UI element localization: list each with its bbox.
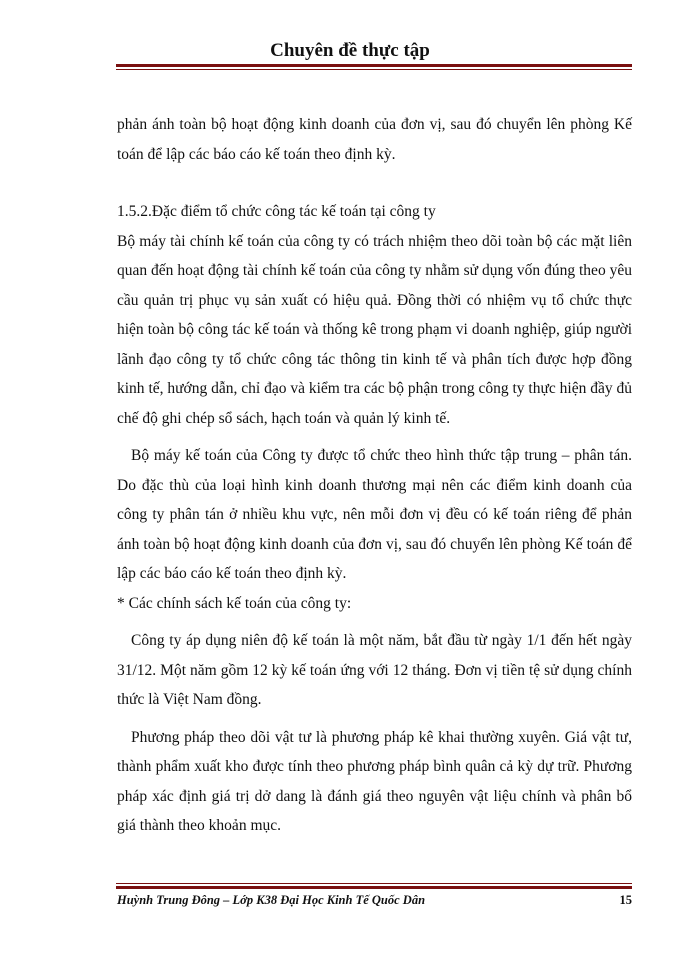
paragraph-fiscal-year: Công ty áp dụng niên độ kế toán là một năm, bắt đầu từ ngày 1/1 đến hết ngày 31/12. Một năm gồm 12 kỳ kế toán ứng với 12 tháng. Đơn vị tiền tệ sử dụng chính thức là Việt Nam đồng. bbox=[117, 632, 632, 708]
section-heading: 1.5.2.Đặc điểm tổ chức công tác kế toán tại công ty bbox=[117, 203, 436, 220]
page-body bbox=[117, 110, 632, 841]
paragraph-organization: Bộ máy tài chính kế toán của công ty có trách nhiệm theo dõi toàn bộ các mặt liên quan đến hoạt động tài chính kế toán của công ty nhằm sử dụng vốn đúng theo yêu cầu quản trị phục vụ sản xuất có hiệu quả. Đồng thời có nhiệm vụ tổ chức thực hiện toàn bộ công tác kế toán và thống kê trong phạm vi doanh nghiệp, giúp người lãnh đạo công ty tổ chức công tác thông tin kinh tế và phân tích được hợp đồng kinh tế, hướng dẫn, chỉ đạo và kiểm tra các bộ phận trong công ty thực hiện đầy đủ chế độ ghi chép sổ sách, hạch toán và quản lý kinh tế. bbox=[117, 232, 632, 427]
header-rule-thick bbox=[116, 64, 632, 67]
page-number: 15 bbox=[619, 893, 632, 907]
paragraph-inventory-method: Phương pháp theo dõi vật tư là phương pháp kê khai thường xuyên. Giá vật tư, thành phẩm xuất kho được tính theo phương pháp bình quân cả kỳ dự trữ. Phương pháp xác định giá trị dở dang là đánh giá theo nguyên vật liệu chính và phân bổ giá thành theo khoản mục. bbox=[117, 728, 632, 834]
paragraph-continued: phản ánh toàn bộ hoạt động kinh doanh của đơn vị, sau đó chuyển lên phòng Kế toán để lập các báo cáo kế toán theo định kỳ. bbox=[117, 116, 632, 163]
header-rule-thin bbox=[116, 69, 632, 70]
header-title: Chuyên đề thực tập bbox=[270, 40, 430, 61]
bullet-heading-policies: * Các chính sách kế toán của công ty: bbox=[117, 594, 352, 612]
footer-rule-thick bbox=[116, 886, 632, 889]
footer-author: Huỳnh Trung Đông – Lớp K38 Đại Học Kinh Tế Quốc Dân bbox=[117, 893, 426, 907]
paragraph-accounting-structure: Bộ máy kế toán của Công ty được tổ chức theo hình thức tập trung – phân tán. Do đặc thù của loại hình kinh doanh thương mại nên các điểm kinh doanh của công ty phân tán ở nhiều khu vực, nên mỗi đơn vị đều có kế toán riêng để phản ánh toàn bộ hoạt động kinh doanh của đơn vị, sau đó chuyển lên phòng Kế toán để lập các báo cáo kế toán theo định kỳ. bbox=[117, 447, 632, 582]
footer-rule-thin bbox=[116, 883, 632, 884]
